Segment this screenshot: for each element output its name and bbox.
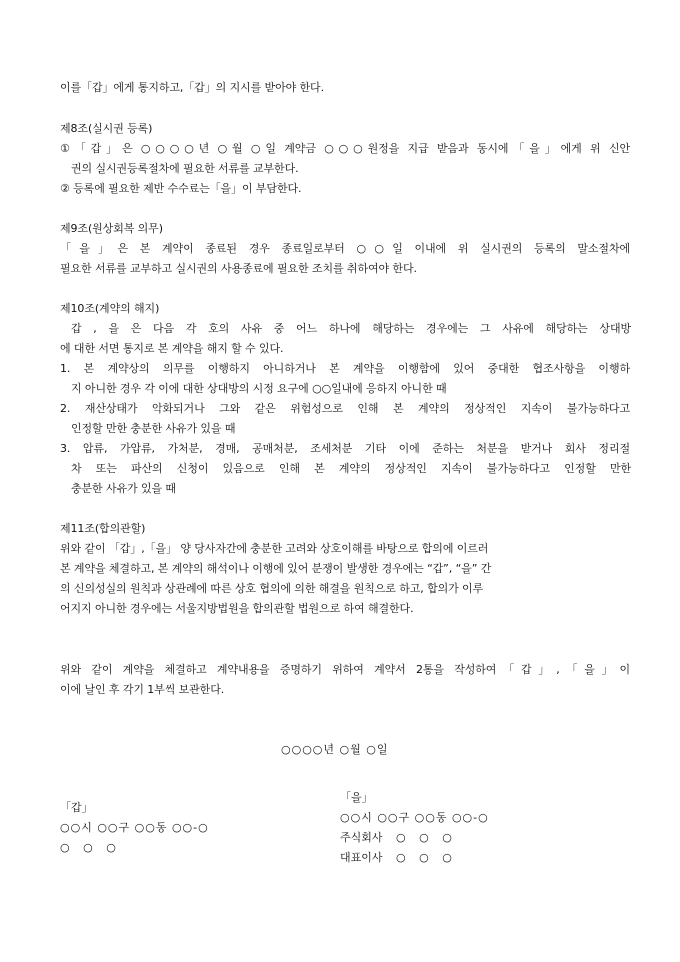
article-9-title: 제9조(원상회복 의무) xyxy=(60,222,163,235)
article-10-item-2: 2. 재산상태가 악화되거나 그와 같은 위험성으로 인해 본 계약의 정상적인 지속이 불가능하다고 xyxy=(60,402,630,415)
article-10-intro-cont: 에 대한 서면 통지로 본 계약을 해지 할 수 있다. xyxy=(60,342,284,355)
article-11-body-cont: 본 계약을 체결하고, 본 계약의 해석이나 이행에 있어 분쟁이 발생한 경우에는 “갑”, “을” 간 xyxy=(60,562,492,575)
article-11-title: 제11조(합의관할) xyxy=(60,522,146,535)
article-11-body: 위와 같이 「갑」,「을」 양 당사자간에 충분한 고려와 상호이해를 바탕으로 합의에 이르러 xyxy=(60,542,489,555)
article-11-body-cont-2: 의 신의성실의 원칙과 상관례에 따른 상호 협의에 의한 해결을 원칙으로 하고, 합의가 이루 xyxy=(60,582,484,595)
article-8-title: 제8조(실시권 등록) xyxy=(60,122,153,135)
closing-statement-cont: 이에 날인 후 각기 1부씩 보관한다. xyxy=(60,683,225,696)
article-10-item-3: 3. 압류, 가압류, 가처분, 경매, 공매처분, 조세처분 기타 이에 준하는 처분을 받거나 회사 정리절 xyxy=(60,442,630,455)
article-9-body: 「을」은 본 계약이 종료된 경우 종료일로부터 ○○일 이내에 위 실시권의 등록의 말소절차에 xyxy=(60,242,630,255)
article-8-clause-1: ①「갑」은 ○○○○년 ○월 ○일 계약금 ○○○원정을 지급 받음과 동시에「을」에게 위 신안 xyxy=(60,142,630,155)
party-b-company: 주식회사 ○ ○ ○ xyxy=(340,831,452,844)
party-a-name: ○ ○ ○ xyxy=(60,841,116,854)
party-b-ceo: 대표이사 ○ ○ ○ xyxy=(340,851,452,864)
article-8-clause-2: ② 등록에 필요한 제반 수수료는「을」이 부담한다. xyxy=(60,182,302,195)
article-8-clause-1-cont: 권의 실시권등록절차에 필요한 서류를 교부한다. xyxy=(71,162,299,175)
article-9-body-cont: 필요한 서류를 교부하고 실시권의 사용종료에 필요한 조치를 취하여야 한다. xyxy=(60,262,417,275)
party-a-address: ○○시 ○○구 ○○동 ○○-○ xyxy=(60,821,209,834)
article-10-item-3-cont: 차 또는 파산의 신청이 있음으로 인해 본 계약의 정상적인 지속이 불가능하다고 인정할 만한 xyxy=(71,462,631,475)
article-10-item-2-cont: 인정할 만한 충분한 사유가 있을 때 xyxy=(71,422,236,435)
article-10-title: 제10조(계약의 해지) xyxy=(60,302,160,315)
closing-statement: 위와 같이 계약을 체결하고 계약내용을 증명하기 위하여 계약서 2통을 작성하여「갑」,「을」이 xyxy=(60,663,630,676)
party-a-label: 「갑」 xyxy=(60,801,93,814)
article-10-item-3-cont-2: 충분한 사유가 있을 때 xyxy=(71,482,176,495)
contract-date: ○○○○년 ○월 ○일 xyxy=(281,743,389,756)
party-b-address: ○○시 ○○구 ○○동 ○○-○ xyxy=(340,811,489,824)
party-b-label: 「을」 xyxy=(340,791,373,804)
article-10-item-1: 1. 본 계약상의 의무를 이행하지 아니하거나 본 계약을 이행함에 있어 중대한 협조사항을 이행하 xyxy=(60,362,630,375)
article-10-item-1-cont: 지 아니한 경우 각 이에 대한 상대방의 시정 요구에 ○○일내에 응하지 아니한 때 xyxy=(71,382,447,395)
article-11-body-cont-3: 어지지 아니한 경우에는 서울지방법원을 합의관할 법원으로 하여 해결한다. xyxy=(60,602,414,615)
body-line: 이를「갑」에게 통지하고,「갑」의 지시를 받아야 한다. xyxy=(60,81,324,94)
article-10-intro: 갑 , 을 은 다음 각 호의 사유 중 어느 하나에 해당하는 경우에는 그 사유에 해당하는 상대방 xyxy=(71,322,631,335)
